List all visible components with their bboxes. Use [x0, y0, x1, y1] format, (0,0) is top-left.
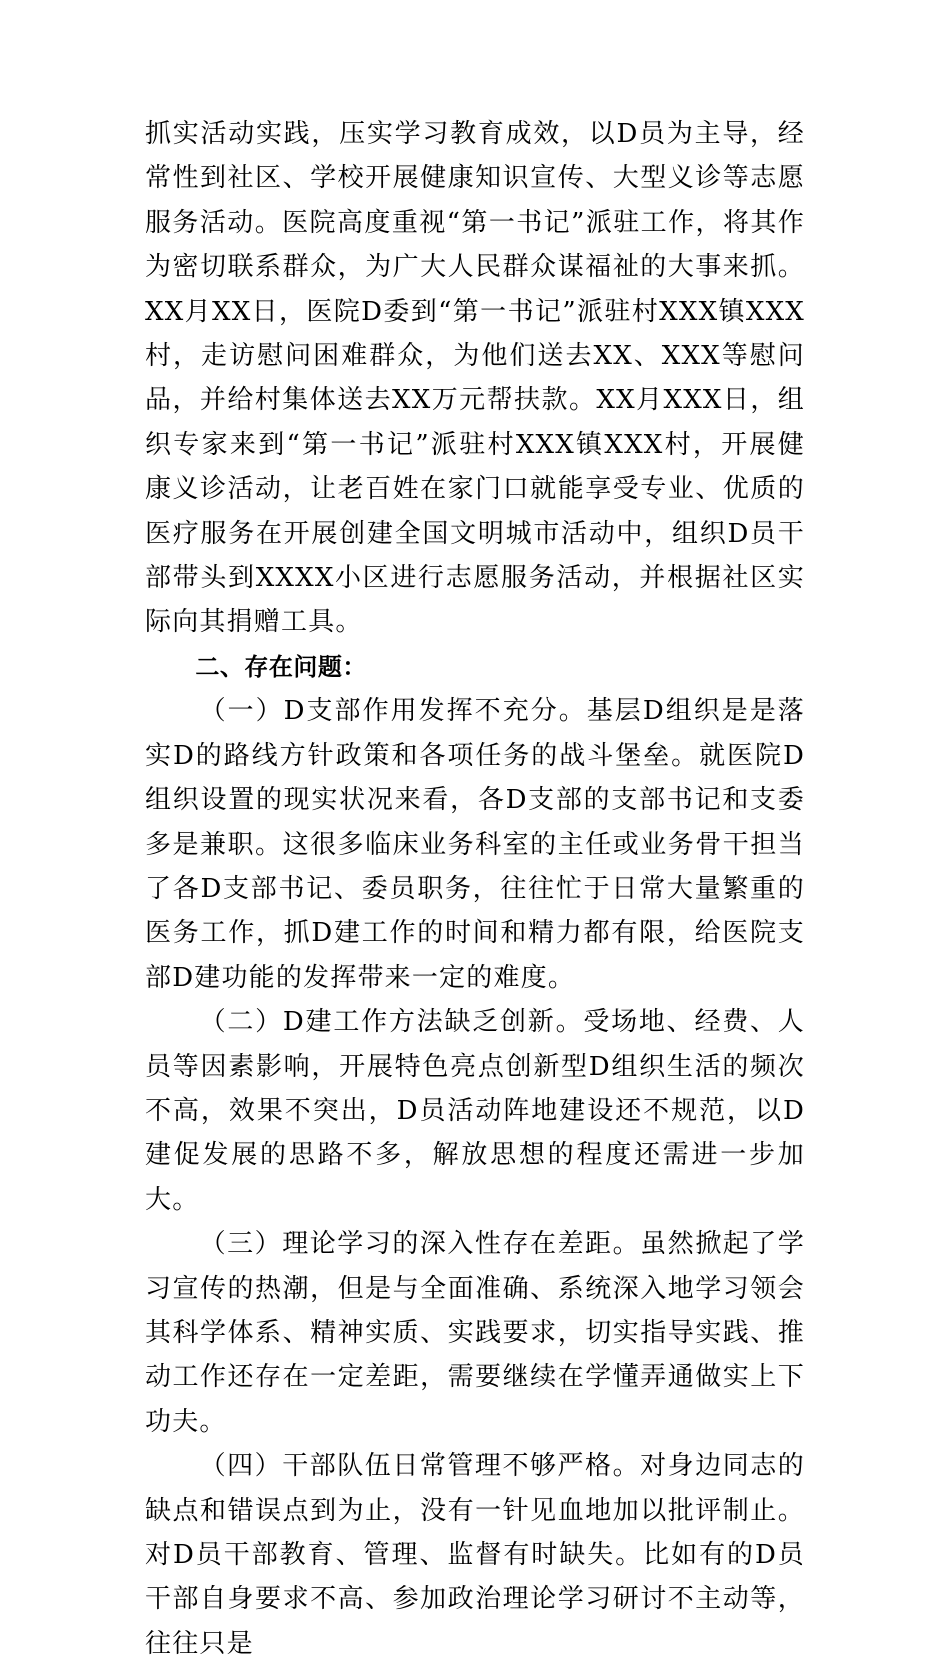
issue-paragraph-3: （三）理论学习的深入性存在差距。虽然掀起了学习宣传的热潮，但是与全面准确、系统深入地学习领会其科学体系、精神实质、实践要求，切实指导实践、推动工作还存在一定差距，需要继续在学懂弄通做实上下功夫。 [145, 1229, 805, 1437]
issue-paragraph-4: （四）干部队伍日常管理不够严格。对身边同志的缺点和错误点到为止，没有一针见血地加以批评制止。对D员干部教育、管理、监督有时缺失。比如有的D员干部自身要求不高、参加政治理论学习研讨不主动等，往往只是 [145, 1451, 805, 1659]
issue-paragraph-1: （一）D支部作用发挥不充分。基层D组织是是落实D的路线方针政策和各项任务的战斗堡垒。就医院D组织设置的现实状况来看，各D支部的支部书记和支委多是兼职。这很多临床业务科室的主任或业务骨干担当了各D支部书记、委员职务，往往忙于日常大量繁重的医务工作，抓D建工作的时间和精力都有限，给医院支部D建功能的发挥带来一定的难度。 [145, 696, 805, 993]
document-body [145, 112, 805, 1666]
paragraph-activities: 抓实活动实践，压实学习教育成效，以D员为主导，经常性到社区、学校开展健康知识宣传、大型义诊等志愿服务活动。医院高度重视“第一书记”派驻工作，将其作为密切联系群众，为广大人民群众谋福祉的大事来抓。XX月XX日，医院D委到“第一书记”派驻村XXX镇XXX村，走访慰问困难群众，为他们送去XX、XXX等慰问品，并给村集体送去XX万元帮扶款。XX月XXX日，组织专家来到“第一书记”派驻村XXX镇XXX村，开展健康义诊活动，让老百姓在家门口就能享受专业、优质的医疗服务在开展创建全国文明城市活动中，组织D员干部带头到XXXX小区进行志愿服务活动，并根据社区实际向其捐赠工具。 [145, 119, 805, 638]
section-heading-problems: 二、存在问题： [195, 652, 367, 681]
issue-paragraph-2: （二）D建工作方法缺乏创新。受场地、经费、人员等因素影响，开展特色亮点创新型D组织生活的频次不高，效果不突出，D员活动阵地建设还不规范，以D建促发展的思路不多，解放思想的程度还需进一步加大。 [145, 1007, 805, 1215]
